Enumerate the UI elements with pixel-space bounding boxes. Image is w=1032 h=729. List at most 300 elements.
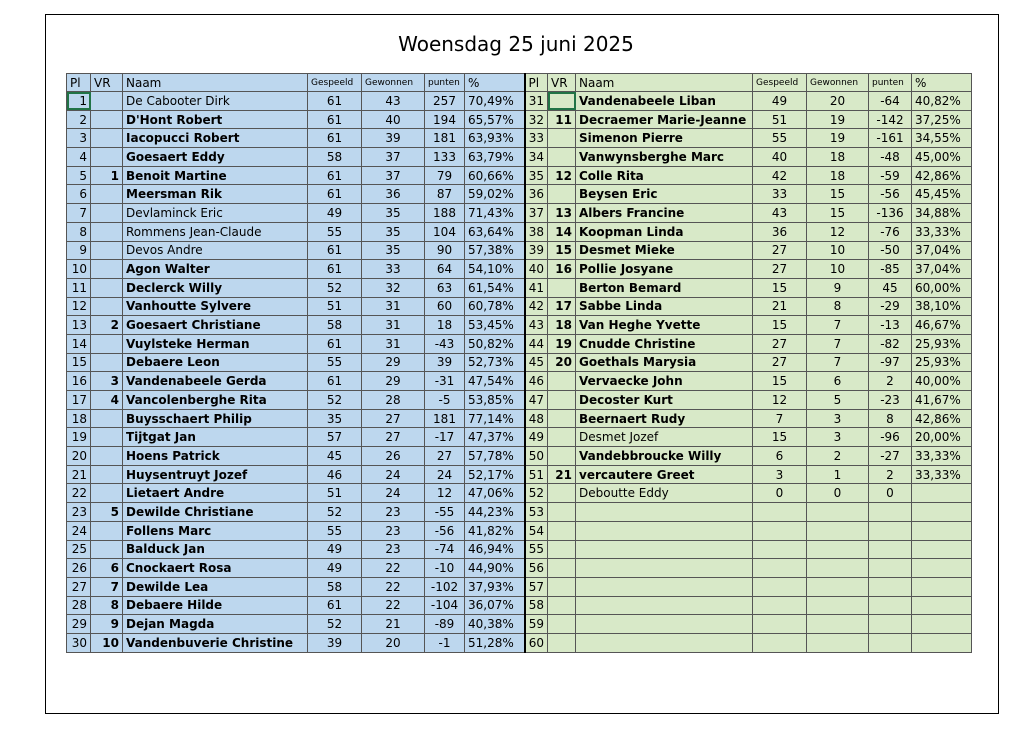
left-naam-cell[interactable]: Balduck Jan [123,540,308,559]
right-pct-cell[interactable]: 41,67% [912,391,972,410]
left-punten-cell[interactable]: -89 [425,615,465,634]
left-naam-cell[interactable]: Devlaminck Eric [123,204,308,223]
left-vr-cell[interactable] [91,447,123,466]
left-pct-cell[interactable]: 65,57% [465,110,525,129]
right-gewonnen-cell[interactable]: 19 [807,110,869,129]
right-punten-cell[interactable]: -161 [869,129,912,148]
right-pct-cell[interactable] [912,633,972,652]
right-punten-cell[interactable] [869,577,912,596]
left-pl-cell[interactable]: 28 [67,596,91,615]
right-punten-cell[interactable]: 45 [869,278,912,297]
right-pl-cell[interactable]: 42 [525,297,548,316]
right-pl-cell[interactable]: 41 [525,278,548,297]
left-naam-cell[interactable]: Vuylsteke Herman [123,334,308,353]
left-gespeeld-cell[interactable]: 52 [308,391,362,410]
right-gespeeld-cell[interactable]: 6 [753,447,807,466]
left-pl-cell[interactable]: 24 [67,521,91,540]
right-gewonnen-cell[interactable]: 15 [807,185,869,204]
left-pct-cell[interactable]: 63,64% [465,222,525,241]
right-vr-cell[interactable]: 13 [548,204,576,223]
left-pl-cell[interactable]: 7 [67,204,91,223]
left-gewonnen-cell[interactable]: 32 [362,278,425,297]
left-punten-cell[interactable]: 64 [425,260,465,279]
right-pl-cell[interactable]: 36 [525,185,548,204]
right-punten-cell[interactable]: -50 [869,241,912,260]
left-pct-cell[interactable]: 37,93% [465,577,525,596]
right-pl-cell[interactable]: 57 [525,577,548,596]
left-vr-cell[interactable] [91,428,123,447]
right-naam-cell[interactable]: vercautere Greet [576,465,753,484]
right-pct-cell[interactable] [912,540,972,559]
left-naam-cell[interactable]: Devos Andre [123,241,308,260]
left-vr-cell[interactable] [91,465,123,484]
right-vr-cell[interactable]: 15 [548,241,576,260]
right-gespeeld-cell[interactable]: 15 [753,278,807,297]
right-pl-cell[interactable]: 40 [525,260,548,279]
left-naam-cell[interactable]: Dewilde Christiane [123,503,308,522]
right-gewonnen-cell[interactable] [807,521,869,540]
right-punten-cell[interactable]: -64 [869,92,912,111]
left-pct-cell[interactable]: 61,54% [465,278,525,297]
right-gewonnen-cell[interactable]: 7 [807,316,869,335]
right-pct-cell[interactable] [912,484,972,503]
right-pl-cell[interactable]: 45 [525,353,548,372]
right-pct-cell[interactable]: 33,33% [912,222,972,241]
left-vr-cell[interactable] [91,260,123,279]
right-vr-cell[interactable]: 11 [548,110,576,129]
left-punten-cell[interactable]: 87 [425,185,465,204]
right-vr-cell[interactable] [548,577,576,596]
left-naam-cell[interactable]: Cnockaert Rosa [123,559,308,578]
left-pct-cell[interactable]: 51,28% [465,633,525,652]
left-naam-cell[interactable]: Tijtgat Jan [123,428,308,447]
left-punten-cell[interactable]: 194 [425,110,465,129]
right-pct-cell[interactable] [912,615,972,634]
left-naam-cell[interactable]: Goesaert Christiane [123,316,308,335]
right-punten-cell[interactable]: -142 [869,110,912,129]
right-pct-cell[interactable]: 33,33% [912,465,972,484]
left-punten-cell[interactable]: -43 [425,334,465,353]
left-pct-cell[interactable]: 47,37% [465,428,525,447]
left-gewonnen-cell[interactable]: 36 [362,185,425,204]
right-vr-cell[interactable]: 18 [548,316,576,335]
left-naam-cell[interactable]: Iacopucci Robert [123,129,308,148]
left-gespeeld-cell[interactable]: 61 [308,129,362,148]
left-vr-cell[interactable] [91,409,123,428]
left-vr-cell[interactable]: 3 [91,372,123,391]
right-pct-cell[interactable]: 42,86% [912,166,972,185]
right-pl-cell[interactable]: 60 [525,633,548,652]
left-vr-cell[interactable] [91,484,123,503]
left-punten-cell[interactable]: 188 [425,204,465,223]
right-gewonnen-cell[interactable] [807,615,869,634]
left-pct-cell[interactable]: 46,94% [465,540,525,559]
left-punten-cell[interactable]: 18 [425,316,465,335]
left-gewonnen-cell[interactable]: 37 [362,166,425,185]
right-vr-cell[interactable] [548,615,576,634]
left-naam-cell[interactable]: Goesaert Eddy [123,148,308,167]
left-naam-cell[interactable]: Follens Marc [123,521,308,540]
right-pct-cell[interactable]: 34,88% [912,204,972,223]
left-gespeeld-cell[interactable]: 55 [308,222,362,241]
left-gespeeld-cell[interactable]: 35 [308,409,362,428]
left-pct-cell[interactable]: 40,38% [465,615,525,634]
right-naam-cell[interactable]: Vervaecke John [576,372,753,391]
left-punten-cell[interactable]: 104 [425,222,465,241]
right-punten-cell[interactable]: 2 [869,372,912,391]
left-gespeeld-cell[interactable]: 58 [308,316,362,335]
right-pct-cell[interactable]: 20,00% [912,428,972,447]
left-pl-cell[interactable]: 22 [67,484,91,503]
left-gewonnen-cell[interactable]: 22 [362,577,425,596]
left-gespeeld-cell[interactable]: 61 [308,372,362,391]
right-naam-cell[interactable] [576,540,753,559]
right-gewonnen-cell[interactable]: 10 [807,241,869,260]
left-pl-cell[interactable]: 25 [67,540,91,559]
right-pct-cell[interactable]: 60,00% [912,278,972,297]
left-vr-cell[interactable] [91,521,123,540]
left-gewonnen-cell[interactable]: 23 [362,503,425,522]
right-gespeeld-cell[interactable]: 40 [753,148,807,167]
left-gewonnen-cell[interactable]: 35 [362,241,425,260]
left-pct-cell[interactable]: 60,66% [465,166,525,185]
left-pl-cell[interactable]: 20 [67,447,91,466]
left-punten-cell[interactable]: 39 [425,353,465,372]
left-gespeeld-cell[interactable]: 46 [308,465,362,484]
right-gewonnen-cell[interactable]: 1 [807,465,869,484]
right-pl-cell[interactable]: 50 [525,447,548,466]
right-pct-cell[interactable]: 45,45% [912,185,972,204]
left-vr-cell[interactable] [91,353,123,372]
left-punten-cell[interactable]: 181 [425,409,465,428]
right-naam-cell[interactable]: Cnudde Christine [576,334,753,353]
left-gespeeld-cell[interactable]: 52 [308,503,362,522]
left-pl-cell[interactable]: 21 [67,465,91,484]
left-punten-cell[interactable]: -10 [425,559,465,578]
right-pl-cell[interactable]: 47 [525,391,548,410]
left-pct-cell[interactable]: 57,78% [465,447,525,466]
right-gespeeld-cell[interactable]: 43 [753,204,807,223]
left-pl-cell[interactable]: 4 [67,148,91,167]
right-pl-cell[interactable]: 37 [525,204,548,223]
left-pct-cell[interactable]: 52,73% [465,353,525,372]
right-naam-cell[interactable] [576,521,753,540]
right-gespeeld-cell[interactable]: 33 [753,185,807,204]
right-gespeeld-cell[interactable]: 27 [753,241,807,260]
right-pl-cell[interactable]: 46 [525,372,548,391]
left-naam-cell[interactable]: Vandenabeele Gerda [123,372,308,391]
left-gewonnen-cell[interactable]: 40 [362,110,425,129]
left-pl-cell[interactable]: 14 [67,334,91,353]
right-naam-cell[interactable]: Desmet Jozef [576,428,753,447]
left-gewonnen-cell[interactable]: 23 [362,521,425,540]
left-vr-cell[interactable] [91,222,123,241]
right-punten-cell[interactable]: -27 [869,447,912,466]
right-punten-cell[interactable]: -59 [869,166,912,185]
left-naam-cell[interactable]: Dejan Magda [123,615,308,634]
left-gespeeld-cell[interactable]: 61 [308,596,362,615]
left-vr-cell[interactable]: 6 [91,559,123,578]
right-gespeeld-cell[interactable]: 15 [753,372,807,391]
left-gewonnen-cell[interactable]: 24 [362,465,425,484]
left-punten-cell[interactable]: 257 [425,92,465,111]
left-vr-cell[interactable] [91,148,123,167]
right-naam-cell[interactable]: Desmet Mieke [576,241,753,260]
right-vr-cell[interactable]: 12 [548,166,576,185]
left-pl-cell[interactable]: 3 [67,129,91,148]
left-pct-cell[interactable]: 63,93% [465,129,525,148]
right-punten-cell[interactable]: -48 [869,148,912,167]
left-pct-cell[interactable]: 36,07% [465,596,525,615]
left-pct-cell[interactable]: 59,02% [465,185,525,204]
right-pct-cell[interactable] [912,596,972,615]
right-pct-cell[interactable]: 37,25% [912,110,972,129]
left-pct-cell[interactable]: 77,14% [465,409,525,428]
right-punten-cell[interactable]: -82 [869,334,912,353]
right-vr-cell[interactable]: 19 [548,334,576,353]
right-vr-cell[interactable] [548,428,576,447]
right-gewonnen-cell[interactable]: 2 [807,447,869,466]
right-vr-cell[interactable] [548,148,576,167]
right-pl-cell[interactable]: 38 [525,222,548,241]
left-naam-cell[interactable]: Benoit Martine [123,166,308,185]
left-gewonnen-cell[interactable]: 24 [362,484,425,503]
right-gewonnen-cell[interactable] [807,540,869,559]
right-pct-cell[interactable]: 25,93% [912,334,972,353]
left-punten-cell[interactable]: 133 [425,148,465,167]
right-pct-cell[interactable] [912,559,972,578]
right-gespeeld-cell[interactable] [753,540,807,559]
right-pct-cell[interactable]: 46,67% [912,316,972,335]
right-gewonnen-cell[interactable]: 19 [807,129,869,148]
right-gespeeld-cell[interactable]: 12 [753,391,807,410]
left-vr-cell[interactable]: 7 [91,577,123,596]
left-naam-cell[interactable]: Declerck Willy [123,278,308,297]
right-gespeeld-cell[interactable]: 0 [753,484,807,503]
left-gespeeld-cell[interactable]: 51 [308,484,362,503]
right-naam-cell[interactable]: Koopman Linda [576,222,753,241]
left-punten-cell[interactable]: 79 [425,166,465,185]
left-gespeeld-cell[interactable]: 61 [308,241,362,260]
right-naam-cell[interactable] [576,559,753,578]
left-vr-cell[interactable]: 9 [91,615,123,634]
left-gewonnen-cell[interactable]: 31 [362,316,425,335]
right-punten-cell[interactable]: -85 [869,260,912,279]
right-vr-cell[interactable] [548,92,576,111]
right-vr-cell[interactable] [548,372,576,391]
left-gespeeld-cell[interactable]: 61 [308,334,362,353]
right-naam-cell[interactable] [576,577,753,596]
right-gewonnen-cell[interactable]: 18 [807,148,869,167]
left-naam-cell[interactable]: Agon Walter [123,260,308,279]
left-gewonnen-cell[interactable]: 37 [362,148,425,167]
left-pl-cell[interactable]: 8 [67,222,91,241]
left-naam-cell[interactable]: Rommens Jean-Claude [123,222,308,241]
right-gewonnen-cell[interactable]: 18 [807,166,869,185]
left-pct-cell[interactable]: 52,17% [465,465,525,484]
right-vr-cell[interactable]: 20 [548,353,576,372]
left-gewonnen-cell[interactable]: 43 [362,92,425,111]
right-gespeeld-cell[interactable] [753,577,807,596]
right-gewonnen-cell[interactable]: 12 [807,222,869,241]
left-vr-cell[interactable] [91,204,123,223]
left-pct-cell[interactable]: 53,45% [465,316,525,335]
right-gewonnen-cell[interactable] [807,633,869,652]
right-punten-cell[interactable] [869,503,912,522]
right-naam-cell[interactable]: Vanwynsberghe Marc [576,148,753,167]
right-gespeeld-cell[interactable] [753,559,807,578]
right-pl-cell[interactable]: 52 [525,484,548,503]
right-punten-cell[interactable]: -23 [869,391,912,410]
right-vr-cell[interactable] [548,278,576,297]
right-vr-cell[interactable] [548,409,576,428]
left-naam-cell[interactable]: De Cabooter Dirk [123,92,308,111]
right-naam-cell[interactable]: Beernaert Rudy [576,409,753,428]
left-gewonnen-cell[interactable]: 31 [362,297,425,316]
right-gespeeld-cell[interactable]: 7 [753,409,807,428]
right-gewonnen-cell[interactable]: 7 [807,353,869,372]
left-pl-cell[interactable]: 15 [67,353,91,372]
left-gespeeld-cell[interactable]: 49 [308,559,362,578]
right-pct-cell[interactable] [912,503,972,522]
right-pl-cell[interactable]: 35 [525,166,548,185]
left-pl-cell[interactable]: 27 [67,577,91,596]
left-pl-cell[interactable]: 11 [67,278,91,297]
right-naam-cell[interactable]: Deboutte Eddy [576,484,753,503]
right-gewonnen-cell[interactable]: 0 [807,484,869,503]
left-pl-cell[interactable]: 6 [67,185,91,204]
right-vr-cell[interactable]: 14 [548,222,576,241]
left-gespeeld-cell[interactable]: 61 [308,260,362,279]
right-naam-cell[interactable]: Decoster Kurt [576,391,753,410]
left-gewonnen-cell[interactable]: 29 [362,353,425,372]
right-vr-cell[interactable] [548,503,576,522]
left-gewonnen-cell[interactable]: 35 [362,204,425,223]
left-pl-cell[interactable]: 9 [67,241,91,260]
left-gespeeld-cell[interactable]: 52 [308,615,362,634]
right-naam-cell[interactable] [576,615,753,634]
left-naam-cell[interactable]: Vandenbuverie Christine [123,633,308,652]
right-pct-cell[interactable]: 40,00% [912,372,972,391]
left-gewonnen-cell[interactable]: 39 [362,129,425,148]
right-gespeeld-cell[interactable]: 42 [753,166,807,185]
right-gespeeld-cell[interactable]: 15 [753,316,807,335]
right-gewonnen-cell[interactable] [807,577,869,596]
left-naam-cell[interactable]: Debaere Hilde [123,596,308,615]
right-naam-cell[interactable]: Vandebbroucke Willy [576,447,753,466]
right-naam-cell[interactable]: Simenon Pierre [576,129,753,148]
left-punten-cell[interactable]: 24 [425,465,465,484]
right-pl-cell[interactable]: 51 [525,465,548,484]
left-gespeeld-cell[interactable]: 51 [308,297,362,316]
right-punten-cell[interactable]: -56 [869,185,912,204]
right-pct-cell[interactable] [912,521,972,540]
left-punten-cell[interactable]: 90 [425,241,465,260]
right-pl-cell[interactable]: 39 [525,241,548,260]
left-gewonnen-cell[interactable]: 29 [362,372,425,391]
right-gespeeld-cell[interactable]: 21 [753,297,807,316]
left-pl-cell[interactable]: 12 [67,297,91,316]
left-punten-cell[interactable]: -74 [425,540,465,559]
left-gewonnen-cell[interactable]: 26 [362,447,425,466]
left-vr-cell[interactable] [91,241,123,260]
right-vr-cell[interactable] [548,559,576,578]
right-gewonnen-cell[interactable]: 7 [807,334,869,353]
right-punten-cell[interactable] [869,596,912,615]
right-punten-cell[interactable] [869,633,912,652]
right-pl-cell[interactable]: 58 [525,596,548,615]
left-gewonnen-cell[interactable]: 23 [362,540,425,559]
left-gespeeld-cell[interactable]: 61 [308,166,362,185]
right-naam-cell[interactable]: Pollie Josyane [576,260,753,279]
right-pct-cell[interactable]: 45,00% [912,148,972,167]
left-pct-cell[interactable]: 71,43% [465,204,525,223]
left-punten-cell[interactable]: -1 [425,633,465,652]
right-gespeeld-cell[interactable] [753,615,807,634]
left-vr-cell[interactable] [91,92,123,111]
right-vr-cell[interactable] [548,391,576,410]
left-gespeeld-cell[interactable]: 61 [308,110,362,129]
left-pl-cell[interactable]: 23 [67,503,91,522]
left-punten-cell[interactable]: -55 [425,503,465,522]
left-pl-cell[interactable]: 30 [67,633,91,652]
right-gewonnen-cell[interactable]: 8 [807,297,869,316]
left-punten-cell[interactable]: -31 [425,372,465,391]
right-naam-cell[interactable] [576,596,753,615]
right-pct-cell[interactable]: 38,10% [912,297,972,316]
left-gespeeld-cell[interactable]: 39 [308,633,362,652]
left-gespeeld-cell[interactable]: 52 [308,278,362,297]
right-gewonnen-cell[interactable]: 5 [807,391,869,410]
right-pct-cell[interactable]: 37,04% [912,260,972,279]
left-punten-cell[interactable]: 27 [425,447,465,466]
left-gewonnen-cell[interactable]: 35 [362,222,425,241]
left-pl-cell[interactable]: 5 [67,166,91,185]
left-vr-cell[interactable] [91,110,123,129]
right-gespeeld-cell[interactable]: 15 [753,428,807,447]
left-pct-cell[interactable]: 63,79% [465,148,525,167]
left-gewonnen-cell[interactable]: 33 [362,260,425,279]
right-pct-cell[interactable]: 34,55% [912,129,972,148]
left-gewonnen-cell[interactable]: 21 [362,615,425,634]
right-gespeeld-cell[interactable]: 27 [753,260,807,279]
left-vr-cell[interactable] [91,129,123,148]
left-pct-cell[interactable]: 44,90% [465,559,525,578]
right-pl-cell[interactable]: 55 [525,540,548,559]
right-pl-cell[interactable]: 44 [525,334,548,353]
right-gewonnen-cell[interactable] [807,503,869,522]
right-punten-cell[interactable]: -136 [869,204,912,223]
left-pct-cell[interactable]: 41,82% [465,521,525,540]
right-pct-cell[interactable]: 40,82% [912,92,972,111]
right-punten-cell[interactable]: 8 [869,409,912,428]
left-gespeeld-cell[interactable]: 61 [308,185,362,204]
left-pl-cell[interactable]: 2 [67,110,91,129]
left-vr-cell[interactable]: 4 [91,391,123,410]
left-gespeeld-cell[interactable]: 58 [308,577,362,596]
right-punten-cell[interactable] [869,521,912,540]
left-gespeeld-cell[interactable]: 49 [308,204,362,223]
left-vr-cell[interactable] [91,540,123,559]
right-gespeeld-cell[interactable]: 27 [753,334,807,353]
left-vr-cell[interactable]: 8 [91,596,123,615]
left-gespeeld-cell[interactable]: 55 [308,521,362,540]
left-pct-cell[interactable]: 57,38% [465,241,525,260]
left-pl-cell[interactable]: 13 [67,316,91,335]
right-pl-cell[interactable]: 34 [525,148,548,167]
right-pl-cell[interactable]: 49 [525,428,548,447]
right-pl-cell[interactable]: 32 [525,110,548,129]
